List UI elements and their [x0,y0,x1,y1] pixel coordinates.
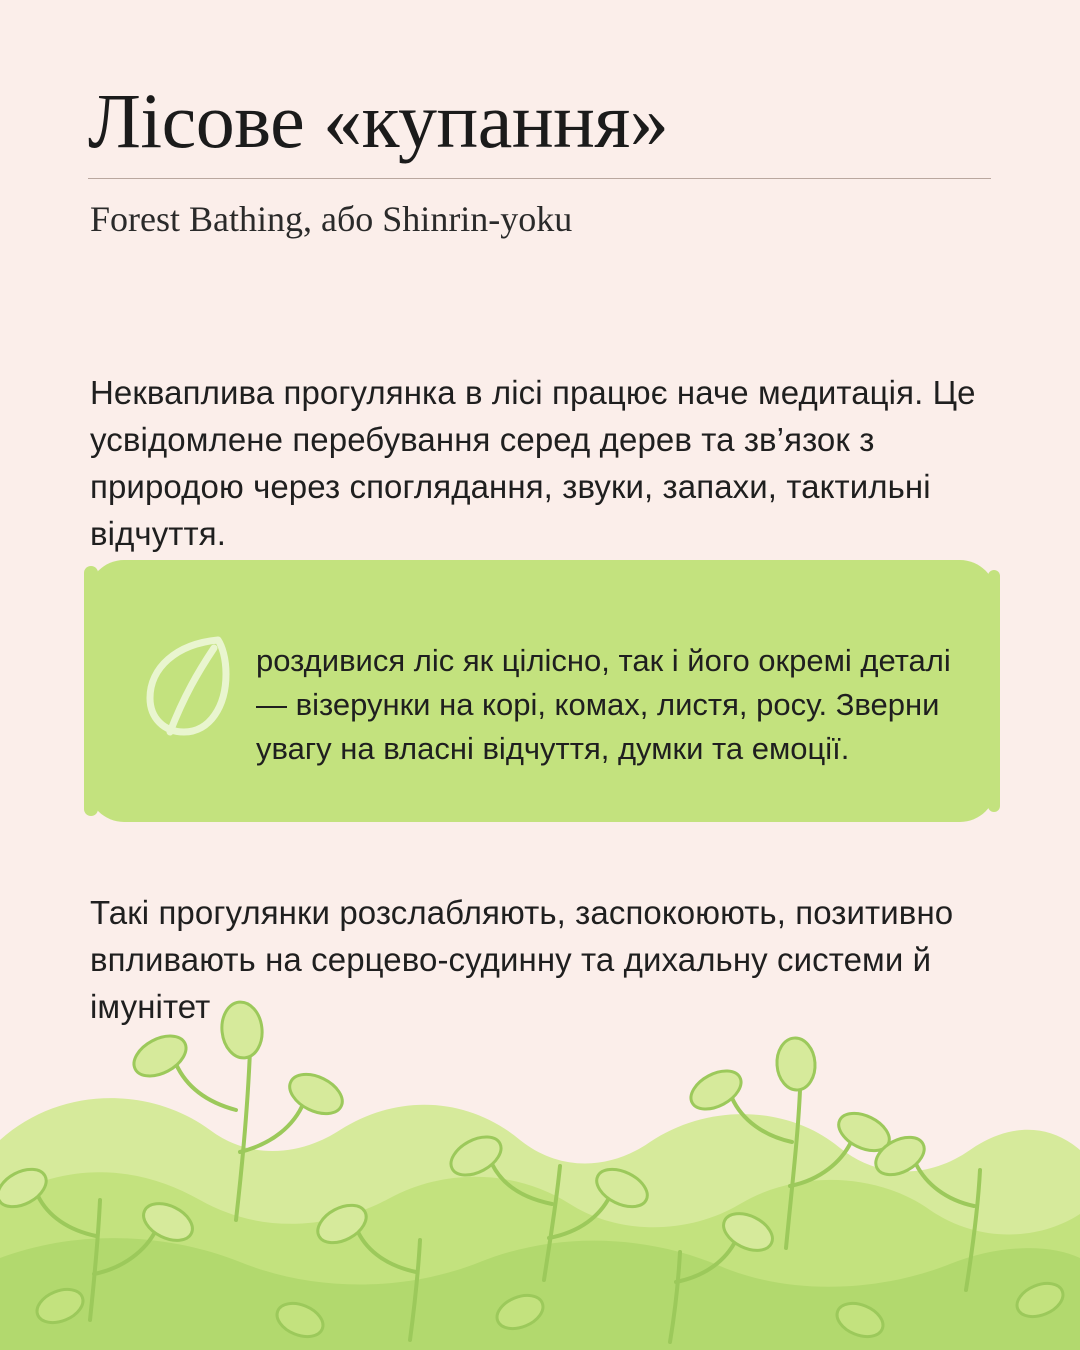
tip-text: роздивися ліс як цілісно, так і його окремі деталі — візерунки на корі, комах, листя, росу. Зверни увагу на власні відчуття, думки та емоції. [256,643,951,766]
foliage-illustration [0,990,1080,1350]
outro-paragraph: Такі прогулянки розслабляють, заспокоюють, позитивно впливають на серцево-судинну та дихальну системи й імунітет [90,894,954,1025]
header [88,78,992,241]
intro-paragraph: Некваплива прогулянка в лісі працює наче медитація. Це усвідомлене перебування серед дерев та зв’язок з природою через споглядання, звуки, запахи, тактильні відчуття. [90,374,976,552]
page-subtitle: Forest Bathing, або Shinrin-yoku [90,199,573,239]
page-title: Лісове «купання» [88,77,669,164]
header-divider [88,178,991,179]
tip-callout [88,560,996,822]
leaf-icon [140,632,232,740]
